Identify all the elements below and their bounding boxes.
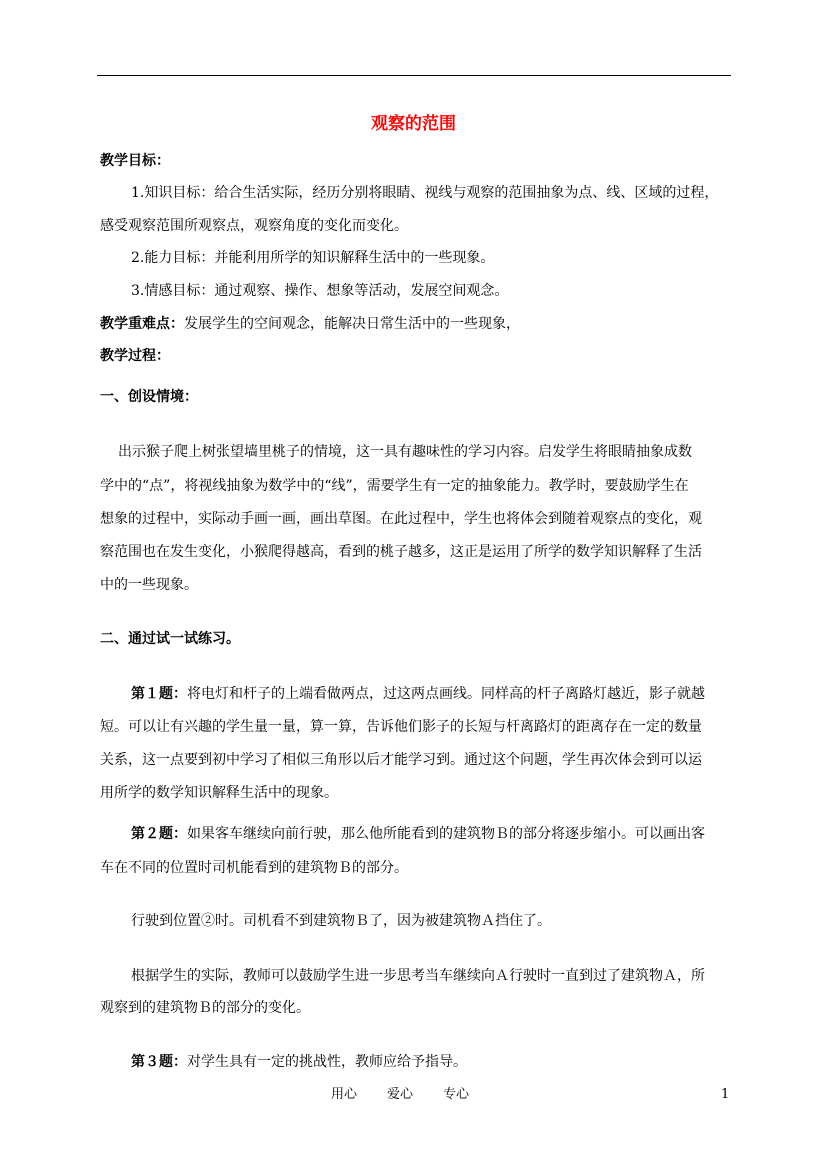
teacher-paragraph-line-1: 根据学生的实际，教师可以鼓励学生进一步思考当车继续向Ａ行驶时一直到过了建筑物Ａ，所 [131,968,705,984]
footer-word-2: 爱心 [387,1087,414,1102]
goal-1-line-2: 感受观察范围所观察点，观察角度的变化而变化。 [100,218,408,234]
footer-word-1: 用心 [331,1087,358,1102]
page-title: 观察的范围 [371,114,456,134]
teacher-paragraph-line-2: 观察到的建筑物Ｂ的部分的变化。 [100,1000,310,1016]
question-2-label: 第２题： [131,826,187,842]
section-2-heading: 二、通过试一试练习。 [100,631,240,647]
section-1-line-3: 想象的过程中，实际动手画一画，画出草图。在此过程中，学生也将体会到随着观察点的变化，观 [100,511,702,527]
question-1-line-3: 关系，这一点要到初中学习了相似三角形以后才能学习到。通过这个问题，学生再次体会到可以运 [100,752,702,768]
goal-2: 2.能力目标：并能利用所学的知识解释生活中的一些现象。 [131,250,495,266]
question-1-line-2: 短。可以让有兴趣的学生量一量，算一算，告诉他们影子的长短与杆离路灯的距离存在一定的数量 [100,719,702,735]
key-points-text: 发展学生的空间观念，能解决日常生活中的一些现象， [184,316,520,332]
page-number: 1 [721,1087,730,1102]
section-1-line-5: 中的一些现象。 [100,577,198,593]
question-2-line-2: 车在不同的位置时司机能看到的建筑物Ｂ的部分。 [100,860,408,876]
question-2-line-1 [131,825,705,843]
section-1-line-4: 察范围也在发生变化，小猴爬得越高，看到的桃子越多，这正是运用了所学的数学知识解释了生活 [100,544,702,560]
key-points-heading: 教学重难点： [100,316,184,332]
question-1-text: 将电灯和杆子的上端看做两点，过这两点画线。同样高的杆子离路灯越近，影子就越 [187,686,705,702]
goals-heading: 教学目标： [100,153,170,169]
question-1-line-1 [131,685,705,703]
question-3-text: 对学生具有一定的挑战性，教师应给予指导。 [187,1054,467,1070]
question-3-label: 第３题： [131,1054,187,1070]
goal-3: 3.情感目标：通过观察、操作、想象等活动，发展空间观念。 [131,283,509,299]
section-1-line-1: 出示猴子爬上树张望墙里桃子的情境，这一具有趣味性的学习内容。启发学生将眼睛抽象成数 [118,444,692,460]
question-2-text: 如果客车继续向前行驶，那么他所能看到的建筑物Ｂ的部分将逐步缩小。可以画出客 [187,826,705,842]
footer-word-3: 专心 [443,1087,470,1102]
section-1-heading: 一、创设情境： [100,389,198,405]
question-3-line-1 [131,1053,467,1071]
key-points [100,315,520,333]
header-rule [97,75,731,76]
question-1-label: 第１题： [131,686,187,702]
goal-1-line-1: 1.知识目标：给合生活实际，经历分别将眼睛、视线与观察的范围抽象为点、线、区域的过程， [131,185,719,201]
process-heading: 教学过程： [100,348,170,364]
section-1-line-2: 学中的“点”，将视线抽象为数学中的“线”，需要学生有一定的抽象能力。教学时，要鼓励学生在 [100,478,689,494]
driving-paragraph: 行驶到位置②时。司机看不到建筑物Ｂ了，因为被建筑物Ａ挡住了。 [131,913,551,929]
question-1-line-4: 用所学的数学知识解释生活中的现象。 [100,785,338,801]
